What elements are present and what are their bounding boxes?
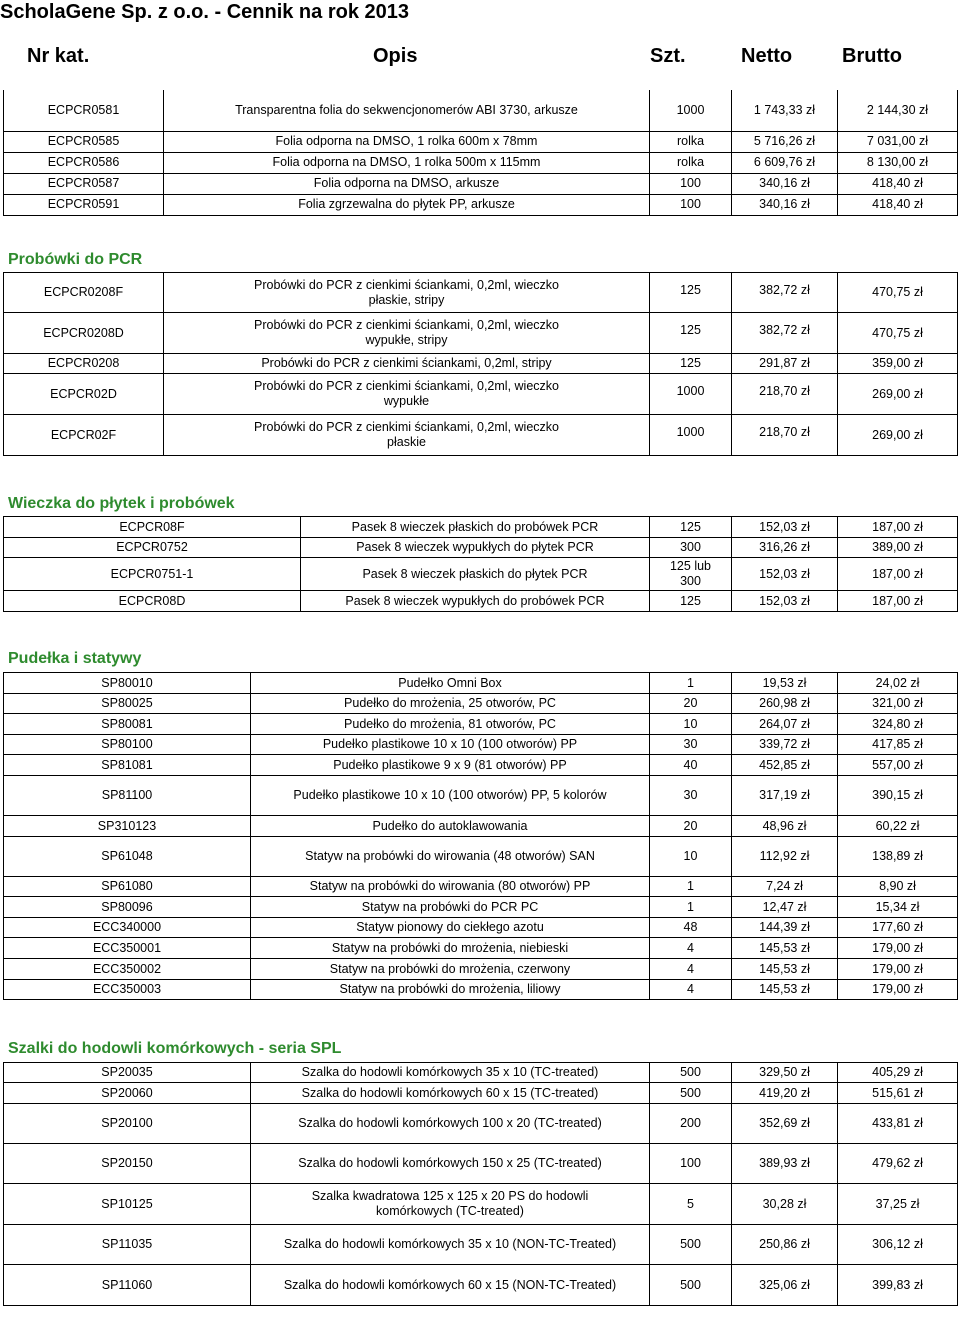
cell-netto: 317,19 zł (732, 776, 838, 816)
cell-kat: ECPCR0581 (4, 90, 164, 131)
cell-netto: 340,16 zł (732, 173, 838, 194)
cell-szt: 4 (650, 959, 732, 980)
cell-netto: 339,72 zł (732, 735, 838, 755)
cell-kat: SP10125 (4, 1184, 251, 1225)
cell-opis: Statyw na probówki do mrożenia, czerwony (251, 959, 650, 980)
cell-opis: Pudełko do mrożenia, 81 otworów, PC (251, 714, 650, 735)
table-row (4, 194, 958, 215)
cell-brutto: 515,61 zł (838, 1083, 958, 1104)
cell-line: Szalka do hodowli komórkowych 150 x 25 (TC-treated) (298, 1156, 602, 1170)
cell-brutto: 390,15 zł (838, 776, 958, 816)
table-row (4, 897, 958, 918)
probowki-table (3, 272, 958, 456)
table-row (4, 714, 958, 735)
cell-netto: 340,16 zł (732, 194, 838, 215)
cell-brutto: 187,00 zł (838, 517, 958, 538)
cell-kat: ECPCR0752 (4, 538, 301, 558)
cell-kat: SP61048 (4, 837, 251, 877)
cell-kat: ECC340000 (4, 918, 251, 938)
cell-szt: 1 (650, 897, 732, 918)
cell-line: Szalka do hodowli komórkowych 60 x 15 (NON-TC-Treated) (283, 1277, 617, 1292)
cell-opis (251, 1144, 650, 1184)
cell-brutto: 179,00 zł (838, 980, 958, 1000)
cell-szt: 125 (650, 313, 732, 354)
cell-brutto: 177,60 zł (838, 918, 958, 938)
cell-kat: ECPCR0208F (4, 273, 164, 313)
table-row (4, 816, 958, 837)
cell-netto: 291,87 zł (732, 354, 838, 374)
cell-brutto: 359,00 zł (838, 354, 958, 374)
cell-kat: ECPCR0751-1 (4, 558, 301, 591)
cell-netto: 1 743,33 zł (732, 90, 838, 131)
cell-line: płaskie, stripy (368, 292, 445, 307)
cell-opis: Pudełko plastikowe 10 x 10 (100 otworów) PP, 5 kolorów (251, 776, 650, 816)
cell-netto: 7,24 zł (732, 877, 838, 897)
table-row (4, 755, 958, 776)
cell-opis: Folia odporna na DMSO, 1 rolka 500m x 115mm (164, 152, 650, 173)
cell-kat: ECPCR0585 (4, 131, 164, 152)
cell-szt: 5 (650, 1184, 732, 1225)
cell-brutto: 179,00 zł (838, 959, 958, 980)
cell-line: 125 (680, 593, 701, 608)
cell-brutto: 179,00 zł (838, 938, 958, 959)
cell-opis: Statyw na probówki do wirowania (80 otworów) PP (251, 877, 650, 897)
table-row (4, 959, 958, 980)
cell-line: Probówki do PCR z cienkimi ściankami, 0,2ml, wieczko (254, 277, 559, 292)
cell-line: płaskie (387, 435, 426, 449)
cell-kat: SP20035 (4, 1063, 251, 1083)
column-header-brutto: Brutto (842, 45, 902, 67)
cell-szt: 10 (650, 714, 732, 735)
table-row (4, 313, 958, 354)
table-row (4, 354, 958, 374)
table-row (4, 938, 958, 959)
cell-kat: SP11035 (4, 1225, 251, 1265)
cell-opis (164, 313, 650, 354)
cell-opis: Pudełko plastikowe 9 x 9 (81 otworów) PP (251, 755, 650, 776)
cell-szt: 1 (650, 673, 732, 694)
table-row (4, 673, 958, 694)
table-row (4, 152, 958, 173)
cell-netto: 145,53 zł (732, 959, 838, 980)
column-header-kat: Nr kat. (27, 45, 90, 67)
cell-brutto: 433,81 zł (838, 1104, 958, 1144)
cell-brutto: 470,75 zł (838, 313, 958, 354)
cell-brutto: 306,12 zł (838, 1225, 958, 1265)
column-header-netto: Netto (741, 45, 793, 67)
cell-szt: 40 (650, 755, 732, 776)
cell-opis: Folia zgrzewalna do płytek PP, arkusze (164, 194, 650, 215)
cell-opis: Statyw na probówki do PCR PC (251, 897, 650, 918)
cell-szt: 100 (650, 194, 732, 215)
cell-line: Szalka do hodowli komórkowych 100 x 20 (TC-treated) (298, 1116, 602, 1130)
cell-opis: Pasek 8 wieczek wypukłych do płytek PCR (301, 538, 650, 558)
cell-opis (164, 415, 650, 456)
cell-kat: SP81100 (4, 776, 251, 816)
cell-line: wypukłe, stripy (365, 333, 448, 347)
table-row (4, 1144, 958, 1184)
cell-opis: Statyw na probówki do mrożenia, liliowy (251, 980, 650, 1000)
cell-brutto: 24,02 zł (838, 673, 958, 694)
cell-szt: 4 (650, 938, 732, 959)
table-row (4, 694, 958, 714)
cell-szt: 10 (650, 837, 732, 877)
section-title-szalki: Szalki do hodowli komórkowych - seria SPL (8, 1040, 342, 1057)
cell-szt (650, 517, 732, 538)
table-row (4, 735, 958, 755)
cell-brutto: 8,90 zł (838, 877, 958, 897)
cell-opis: Folia odporna na DMSO, arkusze (164, 173, 650, 194)
table-row (4, 837, 958, 877)
cell-opis: Pudełko do mrożenia, 25 otworów, PC (251, 694, 650, 714)
table-row (4, 517, 958, 538)
cell-szt: 1 (650, 877, 732, 897)
cell-netto: 152,03 zł (732, 517, 838, 538)
cell-kat: SP80081 (4, 714, 251, 735)
pudelka-table (3, 672, 958, 1000)
cell-opis (164, 273, 650, 313)
cell-kat: SP81081 (4, 755, 251, 776)
cell-szt: 500 (650, 1083, 732, 1104)
cell-kat: SP80010 (4, 673, 251, 694)
table-row (4, 558, 958, 591)
cell-opis: Statyw na probówki do wirowania (48 otworów) SAN (251, 837, 650, 877)
cell-szt: 20 (650, 816, 732, 837)
cell-opis (251, 1225, 650, 1265)
cell-opis (251, 1265, 650, 1306)
cell-opis: Pasek 8 wieczek wypukłych do probówek PCR (301, 591, 650, 612)
table-row (4, 1225, 958, 1265)
cell-netto: 145,53 zł (732, 980, 838, 1000)
cell-netto: 250,86 zł (732, 1225, 838, 1265)
cell-brutto: 187,00 zł (838, 558, 958, 591)
cell-szt (650, 538, 732, 558)
cell-opis: Pudełko plastikowe 10 x 10 (100 otworów) PP (251, 735, 650, 755)
cell-line: komórkowych (TC-treated) (376, 1204, 524, 1218)
table-row (4, 918, 958, 938)
cell-netto: 452,85 zł (732, 755, 838, 776)
table-row (4, 273, 958, 313)
cell-line: Probówki do PCR z cienkimi ściankami, 0,2ml, stripy (261, 356, 552, 370)
column-header-szt: Szt. (650, 45, 686, 67)
table-row (4, 538, 958, 558)
cell-brutto: 389,00 zł (838, 538, 958, 558)
cell-brutto: 8 130,00 zł (838, 152, 958, 173)
cell-opis (251, 1083, 650, 1104)
cell-netto: 264,07 zł (732, 714, 838, 735)
cell-szt: 48 (650, 918, 732, 938)
cell-netto: 260,98 zł (732, 694, 838, 714)
cell-szt: 30 (650, 735, 732, 755)
cell-brutto: 15,34 zł (838, 897, 958, 918)
cell-netto: 48,96 zł (732, 816, 838, 837)
cell-kat: SP61080 (4, 877, 251, 897)
cell-line: Szalka do hodowli komórkowych 35 x 10 (NON-TC-Treated) (283, 1237, 617, 1251)
section-title-wieczka: Wieczka do płytek i probówek (8, 495, 235, 512)
cell-szt: 4 (650, 980, 732, 1000)
cell-netto: 6 609,76 zł (732, 152, 838, 173)
cell-szt: rolka (650, 131, 732, 152)
cell-brutto: 269,00 zł (838, 374, 958, 415)
table-row (4, 591, 958, 612)
cell-brutto: 37,25 zł (838, 1184, 958, 1225)
cell-kat: ECPCR02F (4, 415, 164, 456)
table-row (4, 776, 958, 816)
cell-brutto: 187,00 zł (838, 591, 958, 612)
cell-brutto: 269,00 zł (838, 415, 958, 456)
cell-netto: 352,69 zł (732, 1104, 838, 1144)
wieczka-table (3, 516, 958, 612)
cell-line: 300 (680, 540, 701, 554)
cell-line: Probówki do PCR z cienkimi ściankami, 0,2ml, wieczko (254, 379, 559, 393)
cell-netto: 316,26 zł (732, 538, 838, 558)
cell-szt: 30 (650, 776, 732, 816)
cell-opis: Pudełko do autoklawowania (251, 816, 650, 837)
cell-szt: 125 (650, 354, 732, 374)
cell-brutto: 405,29 zł (838, 1063, 958, 1083)
cell-kat: ECPCR0208D (4, 313, 164, 354)
cell-szt: 200 (650, 1104, 732, 1144)
cell-opis: Folia odporna na DMSO, 1 rolka 600m x 78mm (164, 131, 650, 152)
table-row (4, 173, 958, 194)
cell-netto: 218,70 zł (732, 374, 838, 415)
cell-netto: 144,39 zł (732, 918, 838, 938)
cell-opis: Statyw na probówki do mrożenia, niebieski (251, 938, 650, 959)
cell-kat: ECPCR0208 (4, 354, 164, 374)
cell-kat: SP80100 (4, 735, 251, 755)
cell-netto: 5 716,26 zł (732, 131, 838, 152)
cell-netto: 419,20 zł (732, 1083, 838, 1104)
cell-kat: ECC350003 (4, 980, 251, 1000)
cell-netto: 152,03 zł (732, 558, 838, 591)
cell-brutto: 557,00 zł (838, 755, 958, 776)
cell-netto: 19,53 zł (732, 673, 838, 694)
cell-line: Szalka do hodowli komórkowych 35 x 10 (TC-treated) (301, 1065, 599, 1079)
cell-brutto: 399,83 zł (838, 1265, 958, 1306)
section-title-probowki: Probówki do PCR (8, 251, 143, 268)
cell-kat: SP80096 (4, 897, 251, 918)
cell-line: Szalka do hodowli komórkowych 60 x 15 (TC-treated) (301, 1085, 599, 1100)
cell-brutto: 418,40 zł (838, 173, 958, 194)
cell-szt (650, 591, 732, 612)
cell-opis: Pudełko Omni Box (251, 673, 650, 694)
cell-opis (164, 354, 650, 374)
cell-kat: SP20060 (4, 1083, 251, 1104)
cell-netto: 145,53 zł (732, 938, 838, 959)
cell-netto: 12,47 zł (732, 897, 838, 918)
cell-brutto: 470,75 zł (838, 273, 958, 313)
cell-kat: ECPCR02D (4, 374, 164, 415)
cell-line: 125 (680, 519, 701, 534)
cell-szt: 100 (650, 1144, 732, 1184)
cell-szt: 500 (650, 1063, 732, 1083)
cell-kat: ECC350002 (4, 959, 251, 980)
cell-opis (164, 374, 650, 415)
cell-szt: 1000 (650, 374, 732, 415)
cell-brutto: 324,80 zł (838, 714, 958, 735)
cell-netto: 382,72 zł (732, 273, 838, 313)
cell-szt: rolka (650, 152, 732, 173)
cell-szt: 100 (650, 173, 732, 194)
cell-opis (251, 1184, 650, 1225)
cell-brutto: 321,00 zł (838, 694, 958, 714)
column-header-opis: Opis (373, 45, 418, 67)
cell-line: Probówki do PCR z cienkimi ściankami, 0,2ml, wieczko (254, 420, 559, 434)
cell-netto: 382,72 zł (732, 313, 838, 354)
cell-line: 300 (680, 574, 701, 588)
cell-netto: 329,50 zł (732, 1063, 838, 1083)
cell-line: wypukłe (383, 394, 430, 408)
table-row (4, 415, 958, 456)
cell-netto: 112,92 zł (732, 837, 838, 877)
cell-line: 125 lub (669, 559, 711, 573)
cell-kat: SP11060 (4, 1265, 251, 1306)
cell-kat: SP310123 (4, 816, 251, 837)
szalki-table (3, 1062, 958, 1306)
table-row (4, 90, 958, 131)
cell-netto: 325,06 zł (732, 1265, 838, 1306)
cell-opis: Statyw pionowy do ciekłego azotu (251, 918, 650, 938)
table-row (4, 1184, 958, 1225)
table-row (4, 1265, 958, 1306)
cell-szt: 125 (650, 273, 732, 313)
cell-brutto: 418,40 zł (838, 194, 958, 215)
cell-kat: SP20150 (4, 1144, 251, 1184)
cell-kat: ECC350001 (4, 938, 251, 959)
cell-brutto: 2 144,30 zł (838, 90, 958, 131)
cell-szt (650, 558, 732, 591)
section-title-pudelka: Pudełka i statywy (8, 650, 142, 667)
table-row (4, 1083, 958, 1104)
table-row (4, 1063, 958, 1083)
cell-netto: 218,70 zł (732, 415, 838, 456)
cell-brutto: 60,22 zł (838, 816, 958, 837)
cell-line: Szalka kwadratowa 125 x 125 x 20 PS do hodowli (311, 1189, 589, 1203)
cell-opis (251, 1104, 650, 1144)
cell-kat: ECPCR08D (4, 591, 301, 612)
cell-opis: Pasek 8 wieczek płaskich do probówek PCR (301, 517, 650, 538)
cell-netto: 152,03 zł (732, 591, 838, 612)
cell-kat: ECPCR08F (4, 517, 301, 538)
table-row (4, 980, 958, 1000)
cell-brutto: 138,89 zł (838, 837, 958, 877)
cell-szt: 1000 (650, 90, 732, 131)
table-row (4, 131, 958, 152)
cell-kat: ECPCR0587 (4, 173, 164, 194)
cell-netto: 30,28 zł (732, 1184, 838, 1225)
cell-kat: ECPCR0586 (4, 152, 164, 173)
cell-brutto: 7 031,00 zł (838, 131, 958, 152)
cell-kat: SP80025 (4, 694, 251, 714)
cell-line: Probówki do PCR z cienkimi ściankami, 0,2ml, wieczko (254, 318, 559, 332)
cell-brutto: 417,85 zł (838, 735, 958, 755)
cell-kat: ECPCR0591 (4, 194, 164, 215)
folie-table (3, 90, 958, 216)
cell-szt: 1000 (650, 415, 732, 456)
cell-szt: 20 (650, 694, 732, 714)
cell-netto: 389,93 zł (732, 1144, 838, 1184)
table-row (4, 374, 958, 415)
page-title: ScholaGene Sp. z o.o. - Cennik na rok 2013 (0, 1, 410, 23)
table-row (4, 877, 958, 897)
table-row (4, 1104, 958, 1144)
cell-opis: Transparentna folia do sekwencjonomerów ABI 3730, arkusze (164, 90, 650, 131)
cell-brutto: 479,62 zł (838, 1144, 958, 1184)
cell-kat: SP20100 (4, 1104, 251, 1144)
cell-opis (251, 1063, 650, 1083)
cell-szt: 500 (650, 1265, 732, 1306)
cell-szt: 500 (650, 1225, 732, 1265)
cell-opis: Pasek 8 wieczek płaskich do płytek PCR (301, 558, 650, 591)
